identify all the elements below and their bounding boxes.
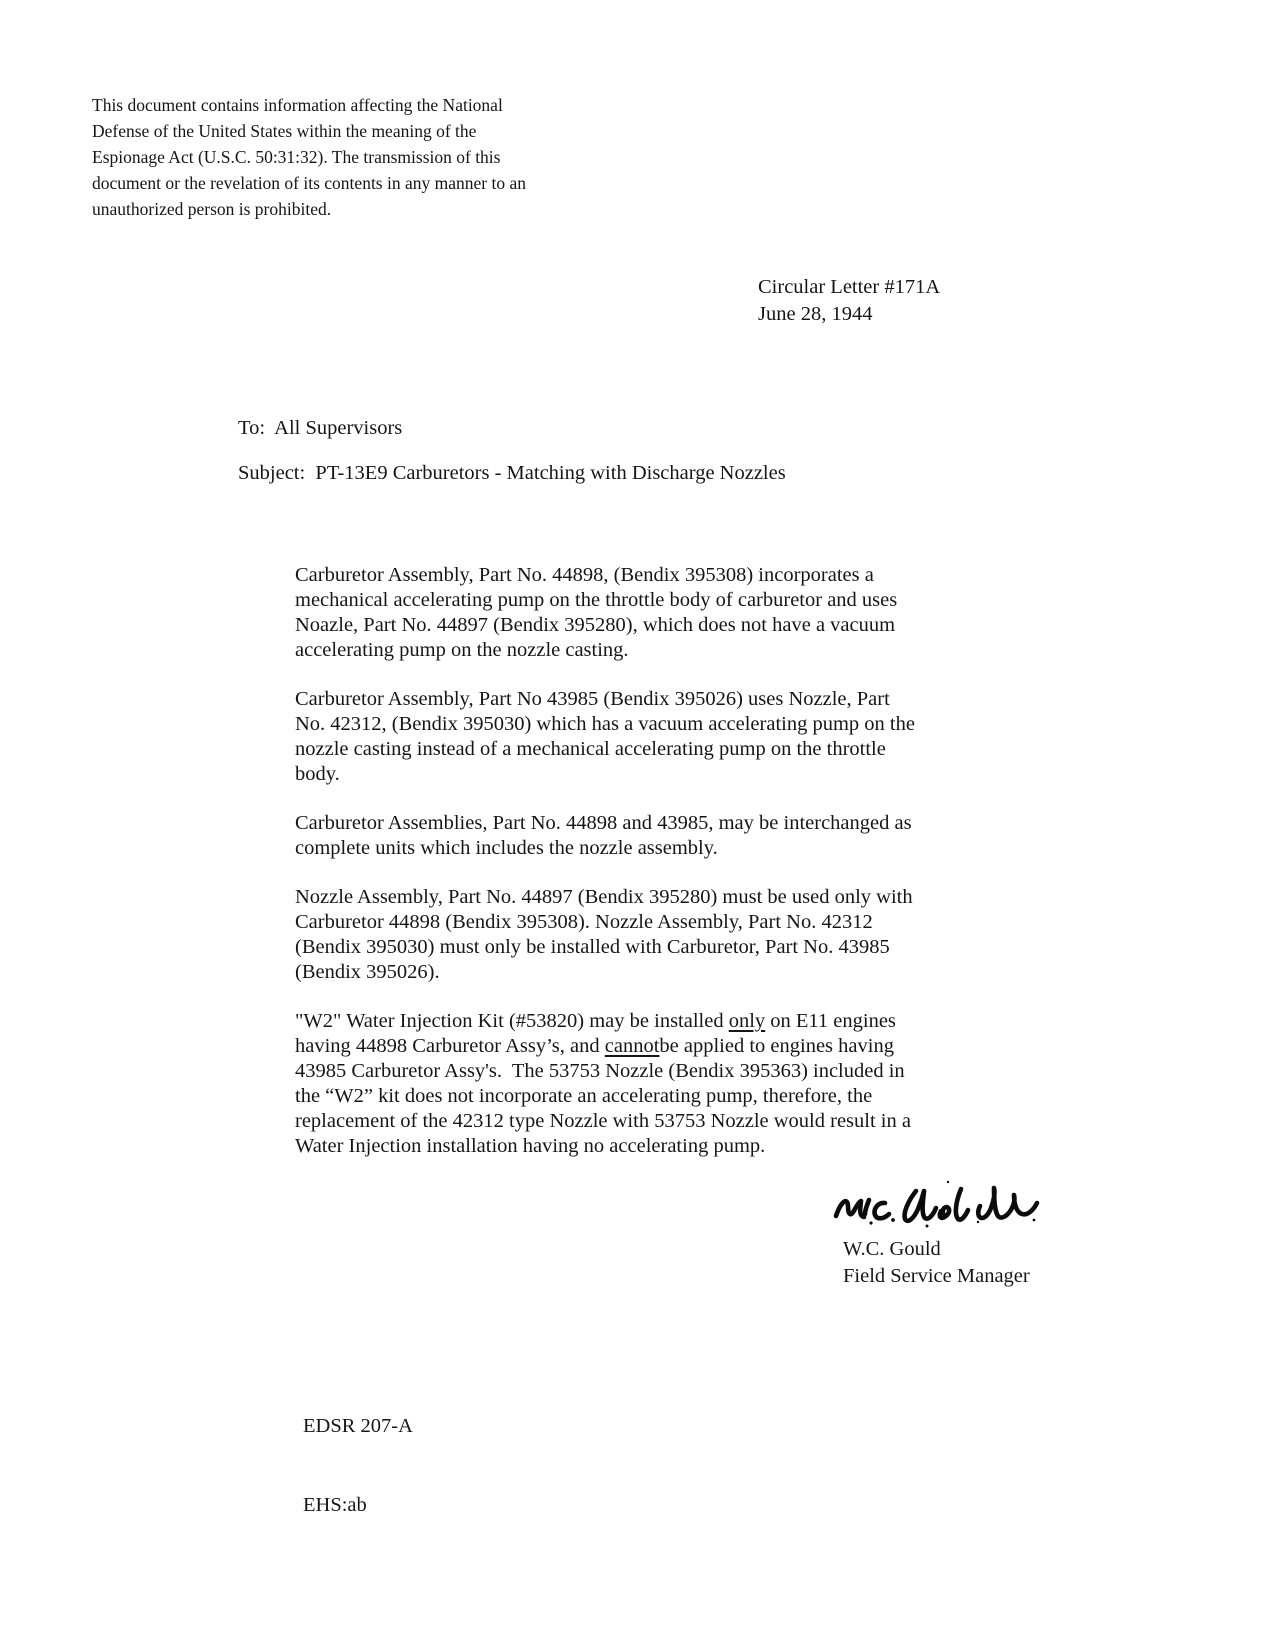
subject-line: Subject: PT-13E9 Carburetors - Matching with Discharge Nozzles (238, 462, 786, 484)
text-line: replacement of the 42312 type Nozzle with 53753 Nozzle would result in a (295, 1110, 911, 1132)
letter-body (295, 563, 915, 1183)
security-notice-line: This document contains information affecting the National (92, 95, 503, 115)
text-line: accelerating pump on the nozzle casting. (295, 639, 629, 661)
paragraph-4 (295, 885, 915, 985)
security-notice-line: unauthorized person is prohibited. (92, 199, 332, 219)
signature-block (843, 1236, 1030, 1290)
text-line: 43985 Carburetor Assy's. The 53753 Nozzle (Bendix 395363) included in (295, 1060, 905, 1082)
text-segment: having 44898 Carburetor Assy’s, and (295, 1035, 605, 1057)
text-line: Carburetor Assemblies, Part No. 44898 and 43985, may be interchanged as (295, 812, 912, 834)
paragraph-1 (295, 563, 915, 663)
underlined-word: only (728, 1010, 766, 1032)
security-notice-line: Espionage Act (U.S.C. 50:31:32). The transmission of this (92, 147, 501, 167)
text-line: Water Injection installation having no accelerating pump. (295, 1135, 766, 1157)
address-block (238, 415, 786, 487)
letter-reference: Circular Letter #171A (758, 276, 941, 298)
security-notice-line: document or the revelation of its contents in any manner to an (92, 173, 526, 193)
text-segment: be applied to engines having (659, 1035, 894, 1057)
text-line (295, 1034, 915, 1059)
underlined-word: cannot (604, 1035, 660, 1057)
text-line: Carburetor Assembly, Part No. 44898, (Bendix 395308) incorporates a (295, 564, 874, 586)
letter-heading (758, 274, 940, 328)
text-line: Nozzle Assembly, Part No. 44897 (Bendix 395280) must be used only with (295, 886, 913, 908)
security-notice-line: Defense of the United States within the meaning of the (92, 121, 477, 141)
text-line: the “W2” kit does not incorporate an accelerating pump, therefore, the (295, 1085, 873, 1107)
text-line (295, 1009, 915, 1034)
reference-number: EDSR 207-A (303, 1415, 413, 1437)
text-line: mechanical accelerating pump on the throttle body of carburetor and uses (295, 589, 898, 611)
text-line: Carburetor Assembly, Part No 43985 (Bendix 395026) uses Nozzle, Part (295, 688, 890, 710)
signer-title: Field Service Manager (843, 1265, 1030, 1287)
text-line: body. (295, 763, 340, 785)
text-line: nozzle casting instead of a mechanical accelerating pump on the throttle (295, 738, 886, 760)
paragraph-3 (295, 811, 915, 861)
text-line: Noazle, Part No. 44897 (Bendix 395280), which does not have a vacuum (295, 614, 896, 636)
text-line: complete units which includes the nozzle assembly. (295, 837, 718, 859)
paragraph-2 (295, 687, 915, 787)
text-segment: on E11 engines (765, 1010, 896, 1032)
text-segment: "W2" Water Injection Kit (#53820) may be installed (295, 1010, 729, 1032)
letter-date: June 28, 1944 (758, 303, 873, 325)
text-line: (Bendix 395026). (295, 961, 440, 983)
paragraph-5 (295, 1009, 915, 1159)
signer-name: W.C. Gould (843, 1238, 941, 1260)
text-line: Carburetor 44898 (Bendix 395308). Nozzle Assembly, Part No. 42312 (295, 911, 873, 933)
text-line: (Bendix 395030) must only be installed with Carburetor, Part No. 43985 (295, 936, 890, 958)
text-line: No. 42312, (Bendix 395030) which has a vacuum accelerating pump on the (295, 713, 915, 735)
to-line: To: All Supervisors (238, 417, 403, 439)
typist-initials: EHS:ab (303, 1494, 367, 1516)
signature-image (828, 1176, 1046, 1234)
security-notice (92, 92, 526, 222)
